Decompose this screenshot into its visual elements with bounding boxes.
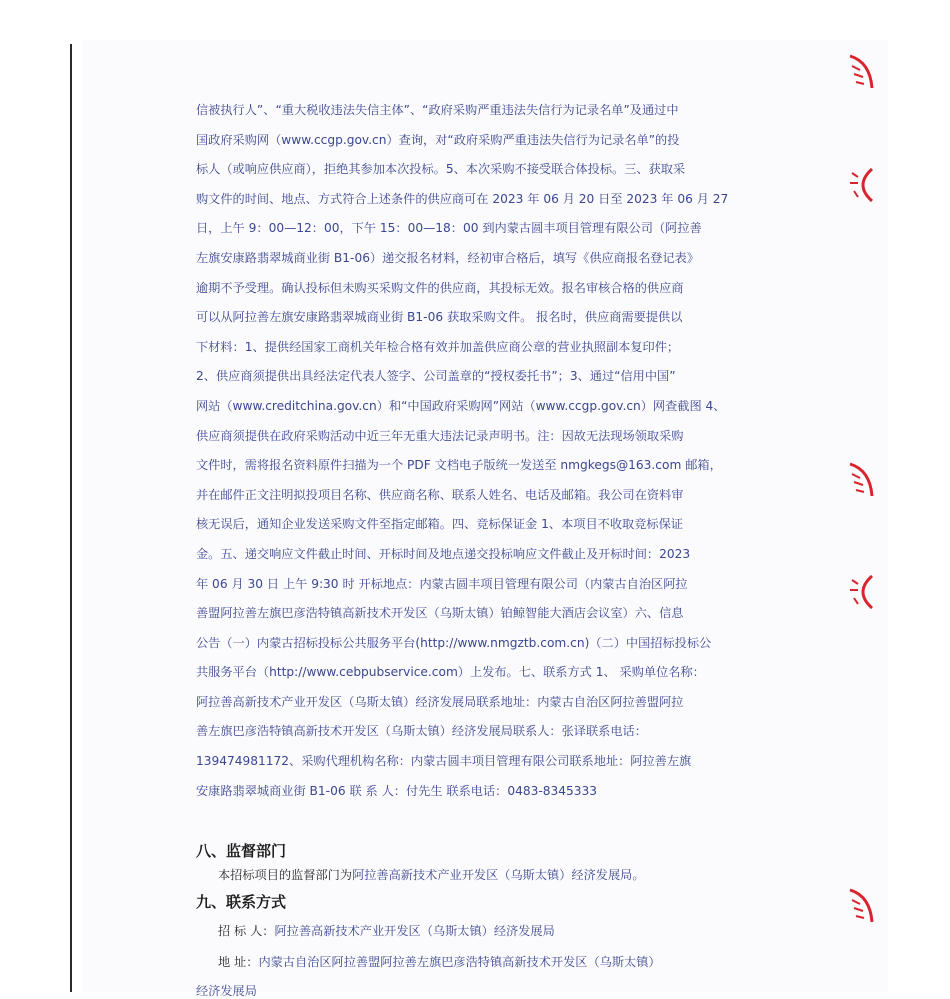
address-row	[218, 953, 661, 970]
body-line: 文件时，需将报名资料原件扫描为一个 PDF 文档电子版统一发送至 nmgkegs@163.com 邮箱，	[196, 458, 722, 473]
seal-fragment-icon	[846, 165, 876, 205]
tenderer-row	[218, 922, 555, 939]
body-line: 逾期不予受理。确认投标但未购买采购文件的供应商，其投标无效。报名审核合格的供应商	[196, 280, 684, 295]
body-line: 国政府采购网（www.ccgp.gov.cn）查询，对“政府采购严重违法失信行为记录名单”的投	[196, 132, 680, 147]
section-heading-supervision: 八、监督部门	[196, 842, 287, 860]
section-heading-contact: 九、联系方式	[196, 893, 287, 911]
body-line: 2、供应商须提供出具经法定代表人签字、公司盖章的“授权委托书”；3、通过“信用中国”	[196, 369, 676, 384]
body-line: 供应商须提供在政府采购活动中近三年无重大违法记录声明书。注：因故无法现场领取采购	[196, 428, 684, 443]
supervision-department: 阿拉善高新技术产业开发区（乌斯太镇）经济发展局。	[352, 868, 645, 882]
body-line: 下材料：1、提供经国家工商机关年检合格有效并加盖供应商公章的营业执照副本复印件；	[196, 339, 680, 354]
body-line: 左旗安康路翡翠城商业街 B1-06）递交报名材料，经初审合格后，填写《供应商报名登记表》	[196, 250, 700, 265]
body-paragraph	[196, 96, 752, 806]
body-line: 日，上午 9：00—12：00，下午 15：00—18：00 到内蒙古圆丰项目管理有限公司（阿拉善	[196, 221, 702, 236]
seal-fragment-icon	[846, 886, 876, 926]
body-line: 金。五、递交响应文件截止时间、开标时间及地点递交投标响应文件截止及开标时间：2023	[196, 546, 691, 561]
address-label: 地 址：	[218, 955, 259, 969]
body-line: 核无误后，通知企业发送采购文件至指定邮箱。四、竞标保证金 1、本项目不收取竞标保证	[196, 517, 683, 532]
body-line: 标人（或响应供应商），拒绝其参加本次投标。5、本次采购不接受联合体投标。三、获取采	[196, 162, 686, 177]
body-line: 网站（www.creditchina.gov.cn）和“中国政府采购网”网站（www.ccgp.gov.cn）网查截图 4、	[196, 398, 726, 413]
address-value: 内蒙古自治区阿拉善盟阿拉善左旗巴彦浩特镇高新技术开发区（乌斯太镇）	[258, 955, 661, 969]
body-line: 阿拉善高新技术产业开发区（乌斯太镇）经济发展局联系地址：内蒙古自治区阿拉善盟阿拉	[196, 694, 684, 709]
tenderer-label: 招 标 人：	[218, 924, 275, 938]
body-line: 年 06 月 30 日 上午 9:30 时 开标地点：内蒙古圆丰项目管理有限公司（内蒙古自治区阿拉	[196, 576, 688, 591]
seal-fragment-icon	[846, 52, 876, 92]
supervision-prefix: 本招标项目的监督部门为	[218, 868, 353, 882]
body-line: 可以从阿拉善左旗安康路翡翠城商业街 B1-06 获取采购文件。 报名时，供应商需要提供以	[196, 310, 683, 325]
body-line: 善左旗巴彦浩特镇高新技术开发区（乌斯太镇）经济发展局联系人：张译联系电话：	[196, 724, 647, 739]
supervision-text	[218, 866, 645, 883]
page-left-margin-line	[70, 44, 72, 992]
tenderer-value: 阿拉善高新技术产业开发区（乌斯太镇）经济发展局	[274, 924, 555, 938]
address-continuation: 经济发展局	[196, 984, 257, 998]
body-line: 善盟阿拉善左旗巴彦浩特镇高新技术开发区（乌斯太镇）铂鲸智能大酒店会议室）六、信息	[196, 606, 684, 621]
body-line: 139474981172、采购代理机构名称：内蒙古圆丰项目管理有限公司联系地址：阿拉善左旗	[196, 754, 692, 769]
body-line: 购文件的时间、地点、方式符合上述条件的供应商可在 2023 年 06 月 20 日至 2023 年 06 月 27	[196, 191, 729, 206]
body-line: 安康路翡翠城商业街 B1-06 联 系 人：付先生 联系电话：0483-8345333	[196, 783, 598, 798]
body-line: 信被执行人”、“重大税收违法失信主体”、“政府采购严重违法失信行为记录名单”及通过中	[196, 103, 679, 117]
body-line: 共服务平台（http://www.cebpubservice.com）上发布。七、联系方式 1、 采购单位名称：	[196, 665, 705, 680]
body-line: 公告（一）内蒙古招标投标公共服务平台(http://www.nmgztb.com.cn)（二）中国招标投标公	[196, 635, 712, 650]
seal-fragment-icon	[846, 460, 876, 500]
body-line: 并在邮件正文注明拟投项目名称、供应商名称、联系人姓名、电话及邮箱。我公司在资料审	[196, 487, 684, 502]
seal-fragment-icon	[846, 572, 876, 612]
